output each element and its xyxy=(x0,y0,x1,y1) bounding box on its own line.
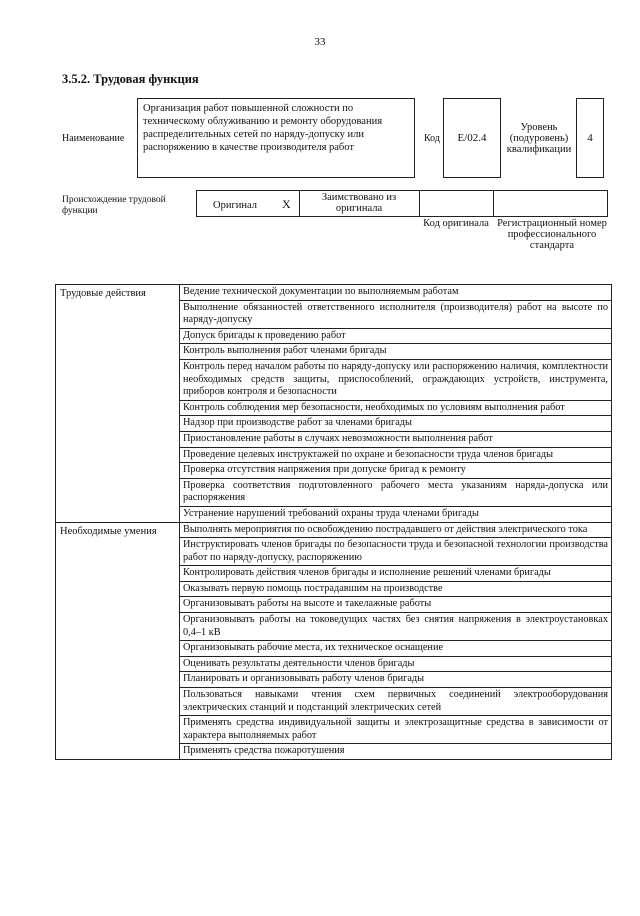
list-item: Организовывать работы на токоведущих частях без снятия напряжения в электроустановках 0,4–1 кВ xyxy=(180,613,612,641)
table-row xyxy=(56,285,612,301)
qualification-level: 4 xyxy=(576,98,604,178)
group-title: Трудовые действия xyxy=(56,285,180,523)
reg-number-label: Регистрационный номер профессионального стандарта xyxy=(497,218,607,251)
list-item: Устранение нарушений требований охраны труда членами бригады xyxy=(180,506,612,522)
function-code: E/02.4 xyxy=(443,98,501,178)
list-item: Надзор при производстве работ за членами бригады xyxy=(180,416,612,432)
origin-label: Происхождение трудовой функции xyxy=(62,195,166,216)
page-number: 33 xyxy=(314,36,326,48)
borrowed-label: Заимствовано из оригинала xyxy=(321,192,397,214)
section-heading: 3.5.2. Трудовая функция xyxy=(62,72,199,86)
list-item: Инструктировать членов бригады по безопасности труда и безопасной технологии производства работ по наряду-допуску, распоряжению xyxy=(180,538,612,566)
list-item: Допуск бригады к проведению работ xyxy=(180,328,612,344)
level-label: Уровень (подуровень) квалификации xyxy=(506,121,572,155)
list-item: Контроль выполнения работ членами бригады xyxy=(180,344,612,360)
list-item: Применять средства пожаротушения xyxy=(180,744,612,760)
list-item: Ведение технической документации по выполняемым работам xyxy=(180,285,612,301)
list-item: Организовывать рабочие места, их техническое оснащение xyxy=(180,641,612,657)
code-label: Код xyxy=(424,133,440,144)
original-label: Оригинал xyxy=(213,200,257,211)
list-item: Выполнять мероприятия по освобождению пострадавшего от действия электрического тока xyxy=(180,522,612,538)
table-row xyxy=(56,522,612,538)
list-item: Проверка отсутствия напряжения при допуске бригад к ремонту xyxy=(180,463,612,479)
list-item: Проведение целевых инструктажей по охране и безопасности труда членов бригады xyxy=(180,447,612,463)
list-item: Контроль соблюдения мер безопасности, необходимых по условиям выполнения работ xyxy=(180,400,612,416)
list-item: Оказывать первую помощь пострадавшим на производстве xyxy=(180,581,612,597)
list-item: Пользоваться навыками чтения схем первичных соединений электрооборудования электрических станций и подстанций электрических сетей xyxy=(180,688,612,716)
original-mark: X xyxy=(282,197,291,211)
list-item: Проверка соответствия подготовленного рабочего места указаниям наряда-допуска или распоряжения xyxy=(180,478,612,506)
list-item: Выполнение обязанностей ответственного исполнителя (производителя) работ на высоте по наряду-допуску xyxy=(180,300,612,328)
list-item: Применять средства индивидуальной защиты и электрозащитные средства в зависимости от характера выполняемых работ xyxy=(180,716,612,744)
list-item: Приостановление работы в случаях невозможности выполнения работ xyxy=(180,431,612,447)
list-item: Контролировать действия членов бригады и исполнение решений членами бригады xyxy=(180,566,612,582)
name-label: Наименование xyxy=(62,133,125,144)
list-item: Планировать и организовывать работу членов бригады xyxy=(180,672,612,688)
function-table xyxy=(55,284,612,760)
list-item: Организовывать работы на высоте и такелажные работы xyxy=(180,597,612,613)
list-item: Контроль перед началом работы по наряду-допуску или распоряжению наличия, комплектности необходимых средств защиты, приспособлений, ограждающих устройств, инструмента, приборов контроля и безопасности xyxy=(180,359,612,400)
list-item: Оценивать результаты деятельности членов бригады xyxy=(180,656,612,672)
function-name: Организация работ повышенной сложности по техническому облуживанию и ремонту оборудования распределительных сетей по наряду-допуску или распоряжению в качестве производителя работ xyxy=(137,98,415,178)
group-title: Необходимые умения xyxy=(56,522,180,760)
code-original-label: Код оригинала xyxy=(423,218,489,229)
